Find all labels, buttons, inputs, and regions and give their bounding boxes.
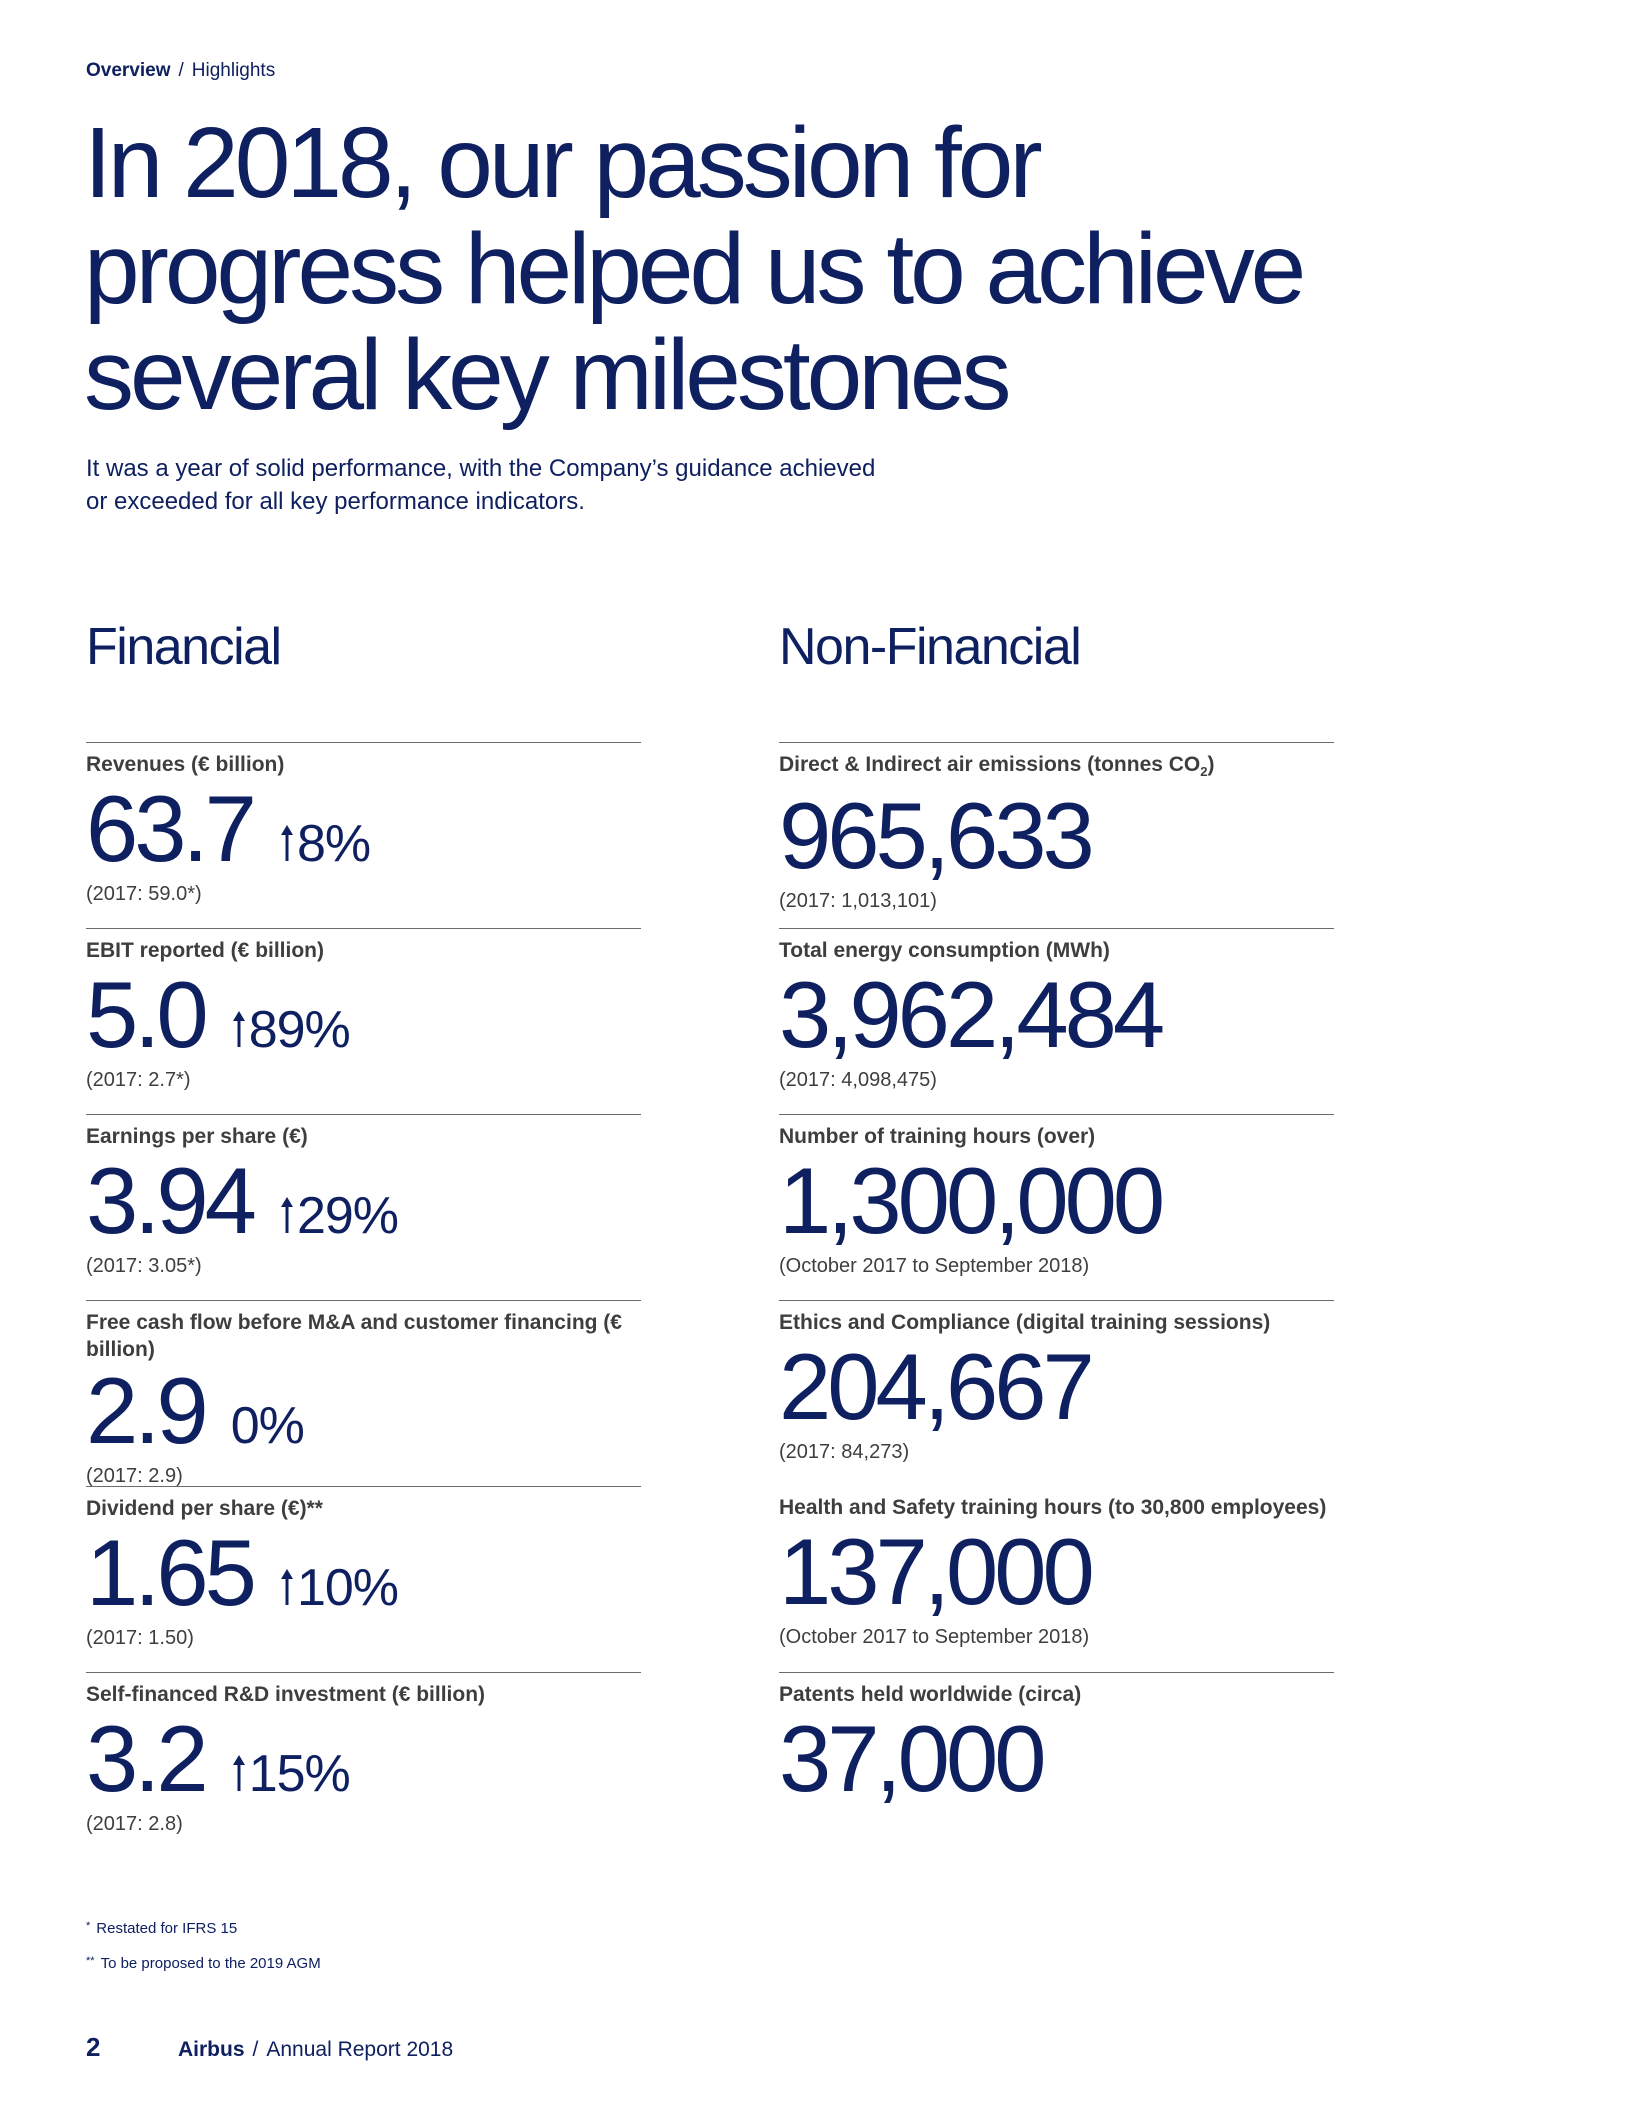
kpi-label: Total energy consumption (MWh) [779,939,1110,962]
kpi-value: 3.2 [86,1706,205,1811]
arrow-up-icon [279,1567,295,1607]
kpi-energy-consumption [779,928,1334,1114]
arrow-up-icon [279,1195,295,1235]
kpi-training-hours [779,1114,1334,1300]
kpi-value: 37,000 [779,1706,1043,1811]
kpi-eps [86,1114,641,1300]
kpi-change-value: 0% [230,1397,304,1455]
kpi-label: Dividend per share (€)** [86,1497,323,1520]
kpi-prior: (2017: 2.9) [86,1465,183,1487]
kpi-ebit [86,928,641,1114]
kpi-label: Free cash flow before M&A and customer financing (€ billion) [86,1311,622,1361]
kpi-value: 3,962,484 [779,962,1162,1067]
page-headline: In 2018, our passion for progress helped us to achieve several key milestones [84,107,1303,431]
kpi-value: 63.7 [86,776,253,881]
kpi-change-value: 29% [296,1187,399,1245]
kpi-value: 3.94 [86,1148,253,1253]
breadcrumb-section: Overview [86,60,171,81]
kpi-label: Earnings per share (€) [86,1125,308,1148]
kpi-prior: (2017: 59.0*) [86,883,202,905]
kpi-value: 204,667 [779,1334,1091,1439]
kpi-label: Patents held worldwide (circa) [779,1683,1082,1706]
kpi-free-cash-flow [86,1300,641,1486]
arrow-up-icon [279,823,295,863]
kpi-change [279,1558,398,1618]
breadcrumb-separator: / [178,60,184,81]
footnote: ** To be proposed to the 2019 AGM [86,1955,321,1972]
kpi-label: Self-financed R&D investment (€ billion) [86,1683,486,1706]
kpi-prior: (October 2017 to September 2018) [779,1626,1090,1648]
financial-column [86,612,641,1858]
kpi-health-safety [779,1486,1334,1672]
kpi-change [231,1744,350,1804]
kpi-value: 5.0 [86,962,205,1067]
kpi-change-value: 8% [296,815,371,873]
footnotes [86,1920,321,1990]
page-footer [86,2032,453,2063]
arrow-up-icon [231,1753,247,1793]
kpi-prior: (2017: 2.7*) [86,1069,191,1091]
kpi-prior: (2017: 4,098,475) [779,1069,937,1091]
page-number: 2 [86,2032,101,2062]
intro-text: It was a year of solid performance, with the Company’s guidance achieved or exceeded for all key performance indicators. [86,455,876,515]
kpi-value: 1,300,000 [779,1148,1162,1253]
kpi-prior: (2017: 2.8) [86,1813,183,1835]
kpi-prior: (October 2017 to September 2018) [779,1255,1090,1277]
kpi-air-emissions [779,742,1334,928]
non-financial-title: Non-Financial [779,618,1081,676]
kpi-change-value: 15% [248,1745,350,1803]
non-financial-column [779,612,1334,1858]
arrow-up-icon [231,1009,247,1049]
kpi-label: Health and Safety training hours (to 30,800 employees) [779,1496,1327,1519]
financial-title: Financial [86,618,281,676]
kpi-dividend [86,1486,641,1672]
kpi-value: 137,000 [779,1519,1091,1624]
kpi-prior: (2017: 1.50) [86,1627,194,1649]
kpi-change [279,1186,398,1246]
footnote: * Restated for IFRS 15 [86,1920,238,1937]
footer-doc-title: Annual Report 2018 [266,2038,454,2061]
kpi-change-value: 89% [248,1001,350,1059]
kpi-label: Direct & Indirect air emissions (tonnes $CO_2$) [779,753,1215,780]
kpi-ethics-compliance [779,1300,1334,1486]
kpi-label: Number of training hours (over) [779,1125,1096,1148]
kpi-value: 1.65 [86,1520,253,1625]
kpi-label: Revenues (€ billion) [86,753,285,776]
kpi-revenues [86,742,641,928]
kpi-label: Ethics and Compliance (digital training sessions) [779,1311,1271,1334]
kpi-prior: (2017: 84,273) [779,1441,910,1463]
kpi-prior: (2017: 3.05*) [86,1255,202,1277]
kpi-change [279,814,370,874]
kpi-value: 2.9 [86,1358,205,1463]
kpi-rd-investment [86,1672,641,1858]
kpi-patents [779,1672,1334,1858]
breadcrumb-page: Highlights [191,60,276,81]
kpi-value: 965,633 [779,783,1091,889]
kpi-label: EBIT reported (€ billion) [86,939,325,962]
footer-brand: Airbus [178,2038,245,2061]
kpi-prior: (2017: 1,013,101) [779,890,937,913]
kpi-change [231,1396,304,1456]
footer-separator: / [252,2038,259,2061]
kpi-change-value: 10% [296,1559,399,1617]
breadcrumb [86,60,275,82]
kpi-change [231,1000,350,1060]
